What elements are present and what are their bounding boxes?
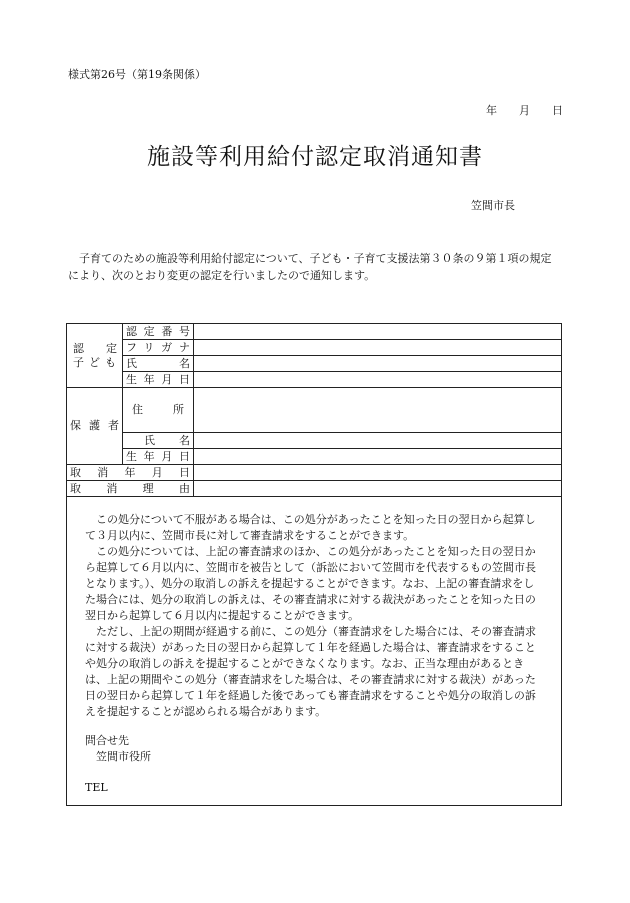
table-row [67, 449, 562, 465]
notice-paragraph: この処分について不服がある場合は、この処分があったことを知った日の翌日から起算して３月以内に、笠間市長に対して審査請求をすることができます。 [85, 513, 536, 542]
intro-paragraph: 子育てのための施設等利用給付認定について、子ども・子育て支援法第３０条の９第１項の規定により、次のとおり変更の認定を行いましたので通知します。 [68, 252, 552, 282]
guardian-name-field[interactable] [194, 433, 562, 449]
guardian-name-label: 氏名 [144, 433, 190, 447]
table-row [67, 340, 562, 356]
issue-date [486, 102, 563, 118]
appeal-notice-box [66, 495, 562, 806]
contact-label: 問合せ先 [85, 734, 129, 747]
child-name-field[interactable] [194, 356, 562, 372]
label-cell [123, 433, 194, 449]
child-name-label: 氏名 [126, 356, 190, 370]
notice-paragraph: この処分については、上記の審査請求のほか、この処分があったことを知った日の翌日から起算して６月以内に、笠間市を被告として（訴訟において笠間市を代表するもの笠間市長となります。）、処分の取消しの訴えを提起することができます。なお、上記の審査請求をした場合には、処分の取消しの訴えは、その審査請求に対する裁決があったことを知った日の翌日から起算して６月以内に提起することができます。 [85, 545, 536, 622]
child-birthdate-label: 生年月日 [126, 372, 190, 386]
cancel-date-label: 取消年月日 [70, 465, 190, 479]
guardian-group-label: 保護者 [70, 419, 119, 432]
label-cell [123, 449, 194, 465]
issuer-name: 笠間市長 [471, 199, 515, 212]
guardian-birthdate-field[interactable] [194, 449, 562, 465]
label-cell [123, 388, 194, 433]
guardian-address-label: 住所 [132, 403, 184, 416]
child-group-label: 認 定 子ども [73, 341, 117, 369]
date-year-label: 年 [486, 104, 497, 117]
cancel-date-field[interactable] [194, 465, 562, 481]
label-cell [123, 324, 194, 340]
child-group-cell [67, 324, 123, 388]
guardian-birthdate-label: 生年月日 [126, 449, 190, 463]
label-cell [123, 372, 194, 388]
contact-block [85, 733, 543, 796]
date-month-label: 月 [519, 104, 530, 117]
child-cert-number-field[interactable] [194, 324, 562, 340]
table-row [67, 324, 562, 340]
table-row [67, 465, 562, 481]
table-row [67, 433, 562, 449]
contact-office: 笠間市役所 [96, 750, 151, 763]
label-cell [123, 340, 194, 356]
document-title: 施設等利用給付認定取消通知書 [147, 144, 483, 170]
child-furigana-label: フリガナ [126, 340, 190, 354]
label-cell [67, 465, 194, 481]
date-day-label: 日 [552, 104, 563, 117]
label-cell [123, 356, 194, 372]
table-row [67, 388, 562, 433]
guardian-group-cell [67, 388, 123, 465]
child-birthdate-field[interactable] [194, 372, 562, 388]
info-table [66, 323, 562, 497]
guardian-address-field[interactable] [194, 388, 562, 433]
notice-paragraph: ただし、上記の期間が経過する前に、この処分（審査請求をした場合には、その審査請求に対する裁決）があった日の翌日から起算して１年を経過した場合は、審査請求をすることや処分の取消しの訴えを提起することができなくなります。なお、正当な理由があるときは、上記の期間やこの処分（審査請求をした場合は、その審査請求に対する裁決）があった日の翌日から起算して１年を経過した後であっても審査請求をすることや処分の取消しの訴えを提起することが認められる場合があります。 [85, 625, 536, 718]
form-number: 様式第26号（第19条関係） [68, 68, 206, 81]
table-row [67, 356, 562, 372]
contact-tel: TEL [85, 781, 108, 794]
table-row [67, 372, 562, 388]
cancel-reason-label: 取消理由 [70, 481, 190, 495]
child-furigana-field[interactable] [194, 340, 562, 356]
child-cert-number-label: 認定番号 [126, 324, 190, 338]
